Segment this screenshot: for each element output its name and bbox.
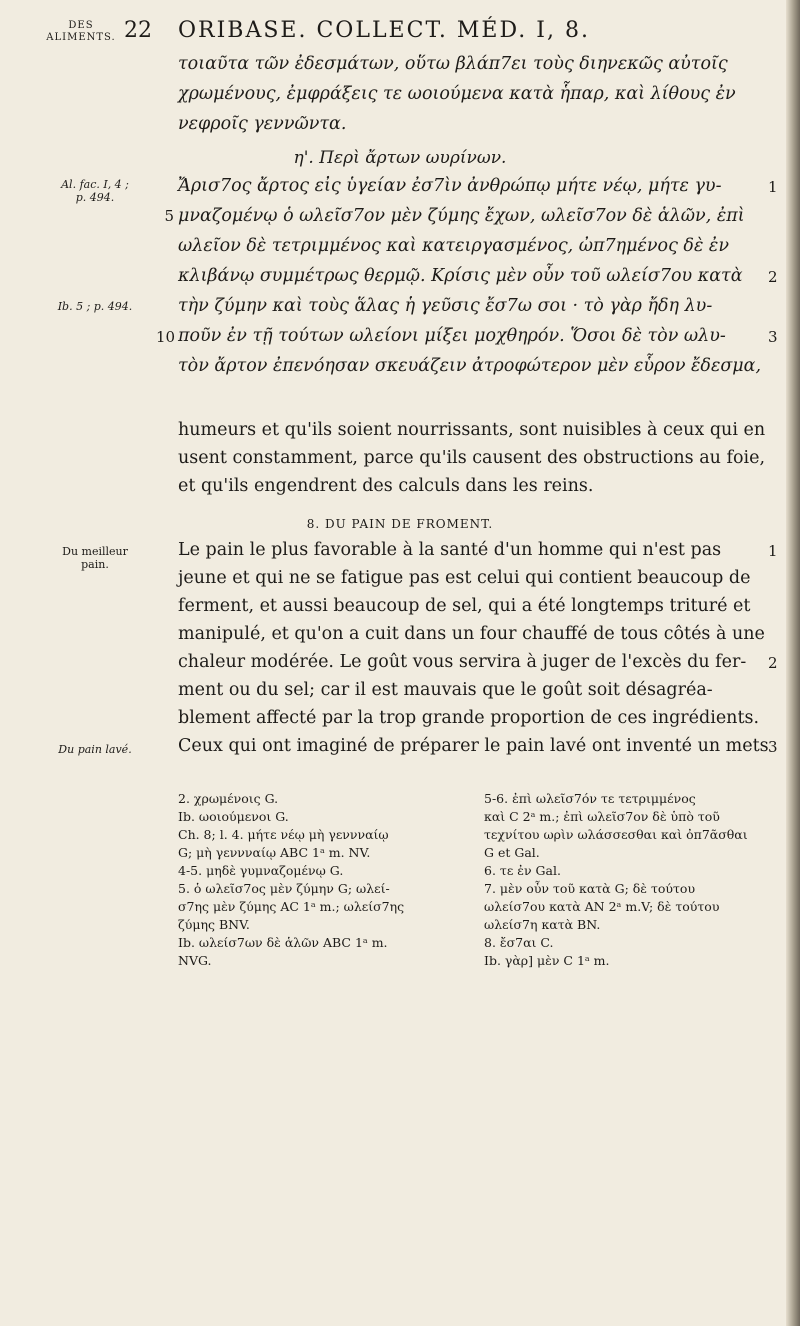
apparatus-notes-right (484, 790, 774, 970)
greek-intro-line: χρωμένους, ἐμφράξεις τε ωοιούμενα κατὰ ἧπαρ, καὶ λίθους ἐν (178, 84, 736, 104)
greek-body-line: κλιβάνῳ συμμέτρως θερμῷ. Κρίσις μὲν οὖν τοῦ ωλείσ7ου κατὰ (178, 266, 743, 286)
greek-intro-line: νεφροῖς γεννῶντα. (178, 114, 347, 134)
greek-line-number-5: 5 (164, 207, 174, 225)
apparatus-note: σ7ης μὲν ζύμης AC 1ᵃ m.; ωλείσ7ης (178, 899, 405, 914)
apparatus-note: ζύμης BNV. (178, 917, 250, 932)
greek-line-number-10: 10 (156, 328, 176, 346)
french-body-line: ment ou du sel; car il est mauvais que le goût soit désagréa- (178, 680, 713, 700)
page-number: 22 (124, 18, 152, 43)
french-sentence-number: 3 (768, 738, 778, 756)
french-body-line: Ceux qui ont imaginé de préparer le pain lavé ont inventé un mets (178, 736, 769, 756)
french-body-line: manipulé, et qu'on a cuit dans un four chauffé de tous côtés à une (178, 624, 765, 644)
margin-note-best-bread: Du meilleur pain. (62, 545, 128, 571)
apparatus-note: 2. χρωμένοις G. (178, 791, 279, 806)
apparatus-note: 5-6. ἐπὶ ωλεῖσ7όν τε τετριμμένος (484, 791, 696, 806)
apparatus-note: G; μὴ γεννναίῳ ABC 1ᵃ m. NV. (178, 845, 371, 860)
greek-sentence-number: 1 (768, 178, 778, 196)
french-body-line: ferment, et aussi beaucoup de sel, qui a été longtemps trituré et (178, 596, 751, 616)
french-sentence-number: 1 (768, 542, 778, 560)
greek-body-line: τὴν ζύμην καὶ τοὺς ἅλας ἡ γεῦσις ἔσ7ω σοι · τὸ γὰρ ἤδη λυ- (178, 296, 713, 316)
apparatus-note: Ib. γὰρ] μὲν C 1ᵃ m. (484, 953, 610, 968)
apparatus-note: G et Gal. (484, 845, 540, 860)
french-intro-line: et qu'ils engendrent des calculs dans les reins. (178, 476, 594, 496)
greek-sentence-number: 2 (768, 268, 778, 286)
greek-body-line: Ἄρισ7ος ἄρτος εἰς ὑγείαν ἐσ7ὶν ἀνθρώπῳ μήτε νέῳ, μήτε γυ- (178, 176, 722, 196)
greek-sentence-number: 3 (768, 328, 778, 346)
french-chapter-heading: 8. DU PAIN DE FROMENT. (306, 517, 494, 531)
french-sentence-number: 2 (768, 654, 778, 672)
french-body-line: blement affecté par la trop grande proportion de ces ingrédients. (178, 708, 760, 728)
apparatus-note: NVG. (178, 953, 212, 968)
apparatus-note: Ch. 8; l. 4. μήτε νέῳ μὴ γεννναίῳ (178, 827, 389, 842)
greek-chapter-heading: η'. Περὶ ἄρτων ωυρίνων. (293, 148, 507, 168)
greek-body-line: τὸν ἄρτον ἐπενόησαν σκευάζειν ἀτροφώτερον μὲν εὗρον ἔδεσμα, (178, 356, 762, 376)
running-header-section-line1: DES (68, 20, 94, 31)
running-header-section-line2: ALIMENTS. (46, 32, 116, 43)
apparatus-note: 7. μὲν οὖν τοῦ κατὰ G; δὲ τούτου (484, 881, 696, 896)
apparatus-note: 4-5. μηδὲ γυμναζομένῳ G. (178, 863, 344, 878)
apparatus-note: 6. τε ἐν Gal. (484, 863, 561, 878)
greek-body-line: ωλεῖον δὲ τετριμμένος καὶ κατειργασμένος, ὠπ7ημένος δὲ ἐν (178, 236, 729, 256)
french-body-line: Le pain le plus favorable à la santé d'un homme qui n'est pas (178, 540, 722, 560)
french-intro-line: humeurs et qu'ils soient nourrissants, sont nuisibles à ceux qui en (178, 420, 766, 440)
greek-body-line: μναζομένῳ ὁ ωλεῖσ7ον μὲν ζύμης ἔχων, ωλεῖσ7ον δὲ ἁλῶν, ἐπὶ (178, 206, 745, 226)
greek-body-line: ποῦν ἐν τῇ τούτων ωλείονι μίξει μοχθηρόν. Ὅσοι δὲ τὸν ωλυ- (178, 326, 726, 346)
margin-note-washed-bread: Du pain lavé. (58, 743, 132, 756)
page-edge-shadow (786, 0, 800, 1326)
apparatus-note: καὶ C 2ᵃ m.; ἐπὶ ωλεῖσ7ον δὲ ὑπὸ τοῦ (484, 809, 720, 824)
apparatus-note: Ib. ωλείσ7ων δὲ ἁλῶν ABC 1ᵃ m. (178, 935, 388, 950)
french-body-line: jeune et qui ne se fatigue pas est celui qui contient beaucoup de (178, 568, 751, 588)
apparatus-note: Ib. ωοιούμενοι G. (178, 809, 289, 824)
french-intro-line: usent constamment, parce qu'ils causent des obstructions au foie, (178, 448, 766, 468)
apparatus-note: ωλείσ7η κατὰ BN. (484, 917, 601, 932)
apparatus-notes-left (178, 790, 468, 970)
apparatus-note: τεχνίτου ωρὶν ωλάσσεσθαι καὶ ὀπ7ᾶσθαι (484, 827, 748, 842)
running-header-section (46, 20, 116, 44)
margin-reference-galen-1: Al. fac. I, 4 ; p. 494. (61, 178, 129, 204)
apparatus-note: 8. ἔσ7αι C. (484, 935, 554, 950)
apparatus-note: ωλείσ7ου κατὰ AN 2ᵃ m.V; δὲ τούτου (484, 899, 720, 914)
french-body-line: chaleur modérée. Le goût vous servira à juger de l'excès du fer- (178, 652, 747, 672)
apparatus-note: 5. ὁ ωλεῖσ7ος μὲν ζύμην G; ωλεί- (178, 881, 390, 896)
running-title: ORIBASE. COLLECT. MÉD. I, 8. (178, 18, 590, 43)
greek-intro-line: τοιαῦτα τῶν ἐδεσμάτων, οὕτω βλάπ7ει τοὺς διηνεκῶς αὐτοῖς (178, 54, 728, 74)
margin-reference-galen-2: Ib. 5 ; p. 494. (57, 300, 133, 313)
